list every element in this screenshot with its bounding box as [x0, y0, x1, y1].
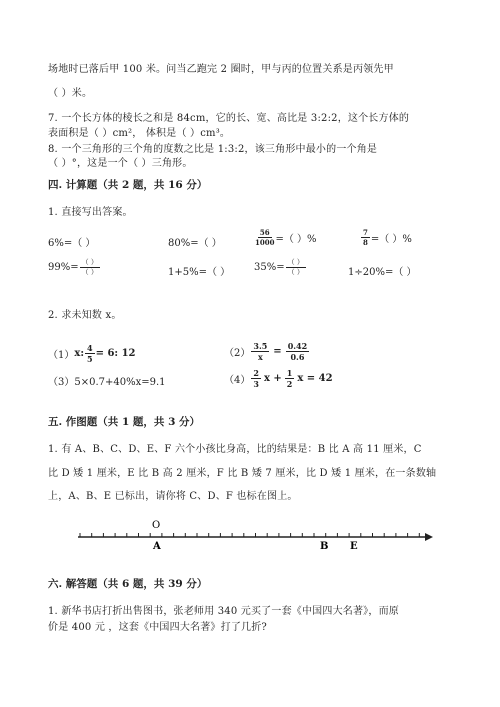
section-6-title: 六. 解答题（共 6 题，共 39 分） — [48, 578, 208, 590]
equation-text: = 6: 12 — [95, 348, 136, 359]
fraction — [255, 229, 274, 246]
point-label-b: B — [320, 541, 329, 552]
equation-4 — [224, 369, 333, 388]
equation-number: （1） — [48, 350, 75, 361]
number-line — [0, 515, 500, 565]
fraction — [285, 369, 295, 388]
fraction — [251, 342, 269, 361]
section-5-text-line: 上，A、B、E 已标出，请你将 C、D、F 也标在图上。 — [48, 491, 298, 502]
fraction — [251, 369, 261, 388]
equation-number: （2） — [224, 348, 251, 359]
numerator: 56 — [259, 228, 270, 237]
calc-item — [168, 234, 222, 249]
section-5-title: 五. 作图题（共 1 题，共 3 分） — [48, 416, 201, 428]
calc-item — [348, 263, 417, 278]
numerator: 1 — [286, 368, 293, 378]
calc-text: 1÷20%=（ ） — [348, 267, 417, 278]
denominator: 5 — [87, 354, 93, 364]
calc-item — [254, 259, 307, 276]
denominator: 2 — [286, 379, 293, 389]
problem-text-line: 场地时已落后甲 100 米。问当乙跑完 2 圈时，甲与丙的位置关系是丙领先甲 — [48, 64, 394, 75]
arrow-head-icon — [425, 533, 433, 541]
question-7-line-1: 7. 一个长方体的棱长之和是 84cm，它的长、宽、高比是 3:2:2，这个长方体的 — [48, 113, 410, 124]
calc-text: 6%=（ ） — [48, 238, 96, 249]
question-8-line-1: 8. 一个三角形的三个角的度数之比是 1:3:2，该三角形中最小的一个角是 — [48, 144, 378, 155]
calc-text: =（ ）% — [370, 234, 412, 245]
problem-text-line: （ ）米。 — [48, 88, 93, 99]
equation-text: x = 42 — [297, 373, 333, 384]
denominator: x — [257, 352, 263, 362]
fraction — [80, 259, 100, 276]
calc-item — [254, 229, 317, 246]
question-7-line-2: 表面积是（ ）cm²， 体积是（ ）cm³。 — [48, 128, 231, 139]
numerator: （ ） — [81, 258, 98, 266]
equation-1 — [48, 344, 136, 363]
numerator: 3.5 — [253, 341, 268, 351]
equation-text: （3）5×0.7+40%x=9.1 — [48, 377, 166, 388]
question-8-line-2: （ ）°，这是一个（ ）三角形。 — [48, 158, 193, 169]
numerator: 2 — [253, 368, 259, 378]
calc-text: 1+5%=（ ） — [168, 267, 231, 278]
denominator: 0.6 — [290, 352, 305, 362]
equation-text: x: — [74, 348, 85, 359]
numerator: 0.42 — [287, 341, 308, 351]
denominator: （ ） — [81, 268, 98, 276]
denominator: 1000 — [255, 238, 275, 247]
section-6-text-line: 价是 400 元 ，这套《中国四大名著》打了几折? — [48, 622, 267, 633]
fraction — [361, 229, 370, 246]
denominator: 8 — [363, 238, 368, 247]
equation-text: = — [273, 346, 282, 357]
denominator: （ ） — [287, 268, 304, 276]
section-4-q1: 1. 直接写出答案。 — [48, 207, 133, 218]
numerator: 7 — [363, 228, 368, 237]
calc-item — [168, 263, 230, 278]
equation-2 — [224, 342, 310, 361]
fraction — [85, 344, 95, 363]
calc-text: 99%= — [48, 262, 79, 273]
denominator: 3 — [253, 379, 259, 389]
fraction — [286, 342, 309, 361]
calc-item — [360, 229, 412, 246]
section-4-title: 四. 计算题（共 2 题，共 16 分） — [48, 179, 208, 191]
origin-label: O — [152, 520, 161, 531]
point-label-a: A — [153, 541, 161, 552]
calc-text: =（ ）% — [275, 234, 317, 245]
equation-number: （4） — [224, 375, 251, 386]
calc-text: 35%= — [254, 262, 285, 273]
numerator: 4 — [87, 343, 93, 353]
numerator: （ ） — [287, 258, 304, 266]
calc-item — [48, 234, 95, 249]
calc-text: 80%=（ ） — [168, 238, 222, 249]
section-4-q2: 2. 求未知数 x。 — [48, 310, 122, 321]
fraction — [286, 259, 306, 276]
calc-item — [48, 259, 101, 276]
section-5-text-line: 比 D 矮 1 厘米，E 比 B 高 2 厘米，F 比 B 矮 7 厘米，比 D 矮 1 厘米，在一条数轴 — [48, 468, 437, 479]
section-5-text-line: 1. 有 A、B、C、D、E、F 六个小孩比身高，比的结果是：B 比 A 高 11 厘米，C — [48, 444, 422, 455]
point-label-e: E — [350, 541, 358, 552]
equation-text: x + — [263, 373, 282, 384]
equation-3 — [48, 373, 166, 388]
section-6-text-line: 1. 新华书店打折出售图书，张老师用 340 元买了一套《中国四大名著》，而原 — [48, 606, 399, 617]
